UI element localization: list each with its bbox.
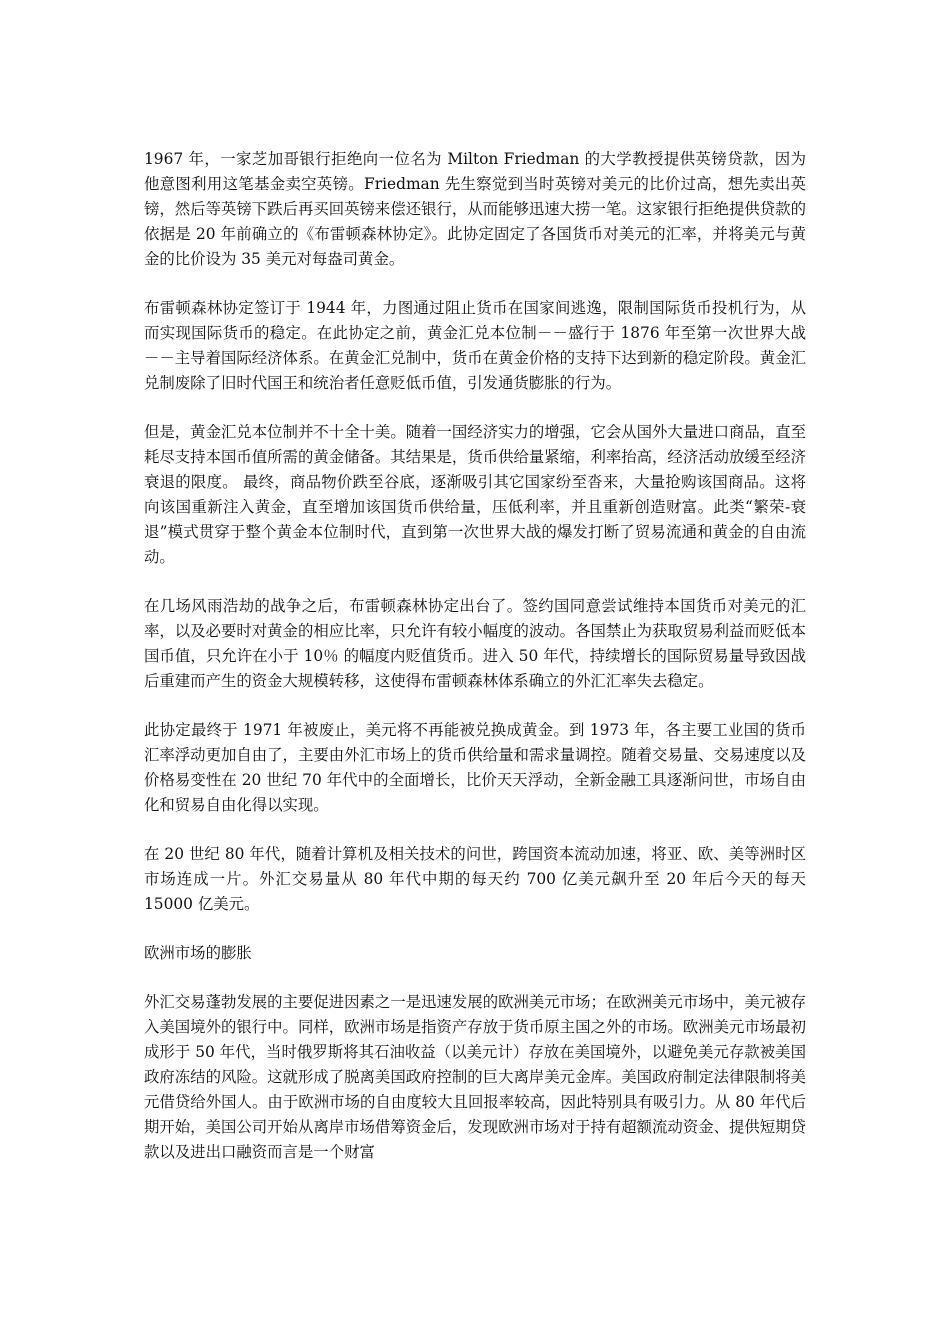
paragraph-gold-standard-flaws: 但是，黄金汇兑本位制并不十全十美。随着一国经济实力的增强，它会从国外大量进口商品，直至耗尽支持本国币值所需的黄金储备。其结果是，货币供给量紧缩，利率抬高，经济活动放缓至经济衰退的限度。 最终，商品物价跌至谷底，逐渐吸引其它国家纷至沓来，大量抢购该国商品。这将向该国重新注入黄金，直至增加该国货币供给量，压低利率，并且重新创造财富。此类“繁荣-衰退”模式贯穿于整个黄金本位制时代，直到第一次世界大战的爆发打断了贸易流通和黄金的自由流动。: [144, 423, 806, 566]
paragraph-bretton-woods-signing: 布雷顿森林协定签订于 1944 年，力图通过阻止货币在国家间逃逸，限制国际货币投机行为，从而实现国际货币的稳定。在此协定之前，黄金汇兑本位制－－盛行于 1876 年至第一次世界大战－－主导着国际经济体系。在黄金汇兑制中，货币在黄金价格的支持下达到新的稳定阶段。黄金汇兑制废除了旧时代国王和统治者任意贬低币值，引发通货膨胀的行为。: [144, 299, 806, 392]
paragraph-bretton-woods-intro: 1967 年，一家芝加哥银行拒绝向一位名为 Milton Friedman 的大学教授提供英镑贷款，因为他意图利用这笔基金卖空英镑。Friedman 先生察觉到当时英镑对美元的比价过高，想先卖出英镑，然后等英镑下跌后再买回英镑来偿还银行，从而能够迅速大捞一笔。这家银行拒绝提供贷款的依据是 20 年前确立的《布雷顿森林协定》。此协定固定了各国货币对美元的汇率，并将美元与黄金的比价设为 35 美元对每盎司黄金。: [144, 150, 806, 268]
section-heading: 欧洲市场的膨胀: [144, 944, 252, 962]
paragraph-eurodollar-market: 外汇交易蓬勃发展的主要促进因素之一是迅速发展的欧洲美元市场；在欧洲美元市场中，美元被存入美国境外的银行中。同样，欧洲市场是指资产存放于货币原主国之外的市场。欧洲美元市场最初成形于 50 年代，当时俄罗斯将其石油收益（以美元计）存放在美国境外，以避免美元存款被美国政府冻结的风险。这就形成了脱离美国政府控制的巨大离岸美元金库。美国政府制定法律限制将美元借贷给外国人。由于欧洲市场的自由度较大且回报率较高，因此特别具有吸引力。从 80 年代后期开始，美国公司开始从离岸市场借筹资金后，发现欧洲市场对于持有超额流动资金、提供短期贷款以及进出口融资而言是一个财富: [144, 993, 806, 1161]
document-body: [144, 147, 806, 1189]
paragraph-1980s-growth: 在 20 世纪 80 年代，随着计算机及相关技术的问世，跨国资本流动加速，将亚、欧、美等洲时区市场连成一片。外汇交易量从 80 年代中期的每天约 700 亿美元飙升至 20 年后今天的每天 15000 亿美元。: [144, 845, 806, 913]
paragraph-postwar-agreement: 在几场风雨浩劫的战争之后，布雷顿森林协定出台了。签约国同意尝试维持本国货币对美元的汇率，以及必要时对黄金的相应比率，只允许有较小幅度的波动。各国禁止为获取贸易利益而贬低本国币值，只允许在小于 10％ 的幅度内贬值货币。进入 50 年代，持续增长的国际贸易量导致因战后重建而产生的资金大规模转移，这使得布雷顿森林体系确立的外汇汇率失去稳定。: [144, 597, 806, 690]
paragraph-agreement-abolished: 此协定最终于 1971 年被废止，美元将不再能被兑换成黄金。到 1973 年，各主要工业国的货币汇率浮动更加自由了，主要由外汇市场上的货币供给量和需求量调控。随着交易量、交易速度以及价格易变性在 20 世纪 70 年代中的全面增长，比价天天浮动，全新金融工具逐渐问世，市场自由化和贸易自由化得以实现。: [144, 721, 806, 814]
